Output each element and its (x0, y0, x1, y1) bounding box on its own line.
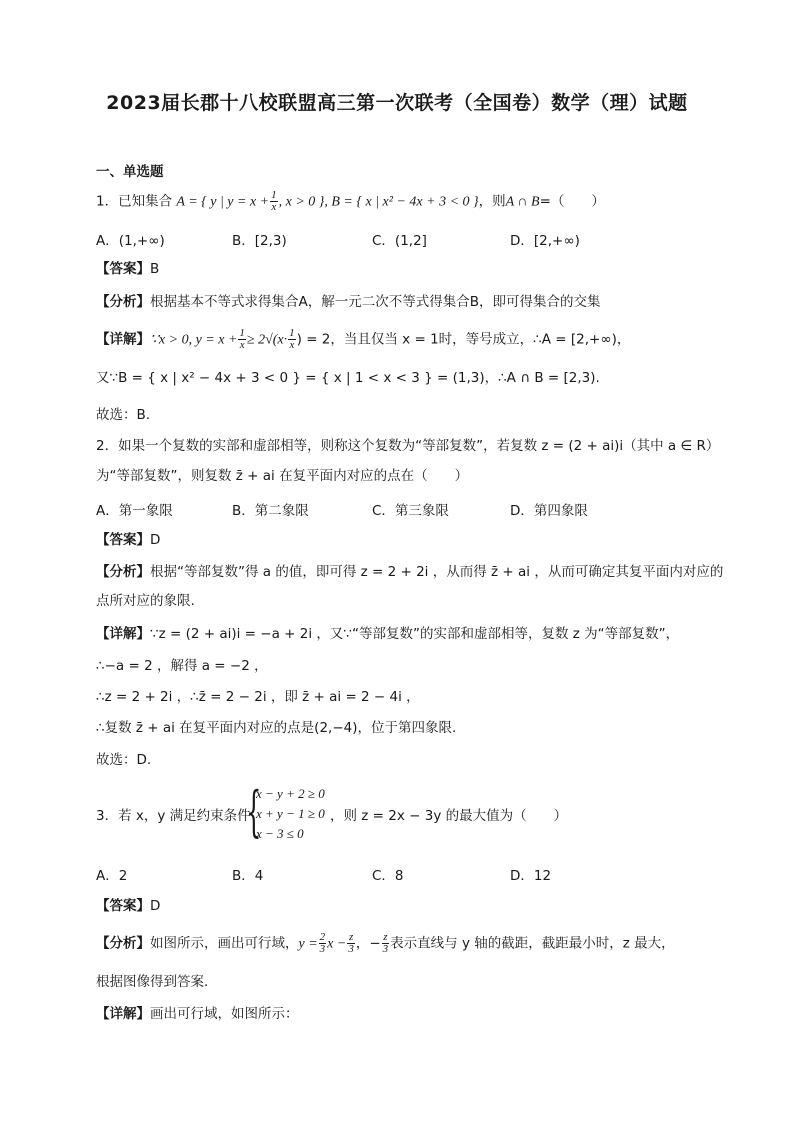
q2-option-d: D．第四象限 (510, 503, 588, 519)
q2-stem-line1: 2．如果一个复数的实部和虚部相等，则称这个复数为“等部复数”，若复数 z = (2 + ai)i（其中 a ∈ R） (96, 438, 720, 454)
q3-option-b: B．4 (232, 868, 264, 884)
q1-option-d: D．[2,+∞) (510, 233, 580, 249)
section-heading: 一、单选题 (96, 164, 164, 180)
q1-choose: 故选：B. (96, 407, 151, 423)
q3-option-a: A．2 (96, 868, 128, 884)
q1-stem-text: 1．已知集合 (96, 193, 173, 210)
q3-option-d: D．12 (510, 868, 552, 884)
q1-option-b: B．[2,3) (232, 233, 287, 249)
q1-analysis: 【分析】根据基本不等式求得集合A，解一元二次不等式得集合B，即可得集合的交集 (96, 294, 601, 310)
brace-icon: { (246, 780, 262, 843)
q2-answer: 【答案】D (96, 532, 161, 548)
q3-stem-a: 3．若 x，y 满足约束条件 (96, 808, 251, 824)
q3-detail: 【详解】画出可行域，如图所示： (96, 1006, 299, 1022)
q2-stem-line2: 为“等部复数”，则复数 z̄ + ai 在复平面内对应的点在（ ） (96, 468, 469, 484)
q2-option-c: C．第三象限 (372, 503, 449, 519)
q1-option-a: A．(1,+∞) (96, 233, 165, 249)
q3-constraint-2: x + y − 1 ≥ 0 (256, 806, 325, 821)
q1-set-a: A = { y | y = x + (176, 194, 270, 210)
q2-detail-line2: ∴−a = 2 ，解得 a = −2 ， (96, 658, 268, 674)
q2-choose: 故选：D. (96, 752, 152, 768)
q1-detail: 【详解】∵x > 0, y = x + $\frac{1}{x}$ ≥ 2√(x· $\frac{1}{x}$ ) = 2，当且仅当 x = 1时，等号成立，∴A = [2,+∞)， (96, 327, 631, 351)
q1-answer: 【答案】B (96, 261, 160, 277)
q2-option-a: A．第一象限 (96, 503, 173, 519)
q2-analysis-line2: 点所对应的象限. (96, 593, 195, 609)
q3-constraint-3: x − 3 ≤ 0 (256, 826, 304, 841)
q3-analysis-line2: 根据图像得到答案. (96, 974, 209, 990)
q1-detail-line2: 又∵B = { x | x² − 4x + 3 < 0 } = { x | 1 < x < 3 } = (1,3)，∴A ∩ B = [2,3). (96, 370, 600, 386)
q3-stem-b: ，则 z = 2x − 3y 的最大值为（ ） (330, 808, 568, 824)
q2-detail-line3: ∴z = 2 + 2i ，∴z̄ = 2 − 2i ，即 z̄ + ai = 2 − 4i ， (96, 689, 420, 705)
q2-option-b: B．第二象限 (232, 503, 309, 519)
q3-analysis-line1: 【分析】如图所示，画出可行域，y = $\frac{2}{3}$ x − $\frac{z}{3}$ ，− $\frac{z}{3}$ 表示直线与 y 轴的截距，截距最小时，z 最大， (96, 931, 675, 955)
q1-option-c: C．(1,2] (372, 233, 427, 249)
q3-answer: 【答案】D (96, 898, 161, 914)
q1-set-b: , x > 0 }, B = { x | x² − 4x + 3 < 0 } (278, 194, 479, 210)
q1-expr: A ∩ B (505, 194, 540, 210)
q3-constraint-1: x − y + 2 ≥ 0 (256, 786, 325, 801)
q1-fraction: $\frac{1}{x}$ (271, 189, 277, 213)
page-title: 2023届长郡十八校联盟高三第一次联考（全国卷）数学（理）试题 (106, 92, 688, 114)
q1-stem: 1．已知集合 A = { y | y = x + $\frac{1}{x}$ , x > 0 }, B = { x | x² − 4x + 3 < 0 }，则A ∩ B=（ ） (96, 189, 605, 213)
q2-detail-line4: ∴复数 z̄ + ai 在复平面内对应的点是(2,−4)，位于第四象限. (96, 720, 457, 736)
q3-constraint-system (246, 780, 336, 846)
q2-detail-line1: 【详解】∵z = (2 + ai)i = −a + 2i ，又∵“等部复数”的实部和虚部相等，复数 z 为“等部复数”， (96, 626, 680, 642)
q2-analysis-line1: 【分析】根据“等部复数”得 a 的值，即可得 z = 2 + 2i ，从而得 z̄ + ai ，从而可确定其复平面内对应的 (96, 564, 724, 580)
q3-option-c: C．8 (372, 868, 404, 884)
